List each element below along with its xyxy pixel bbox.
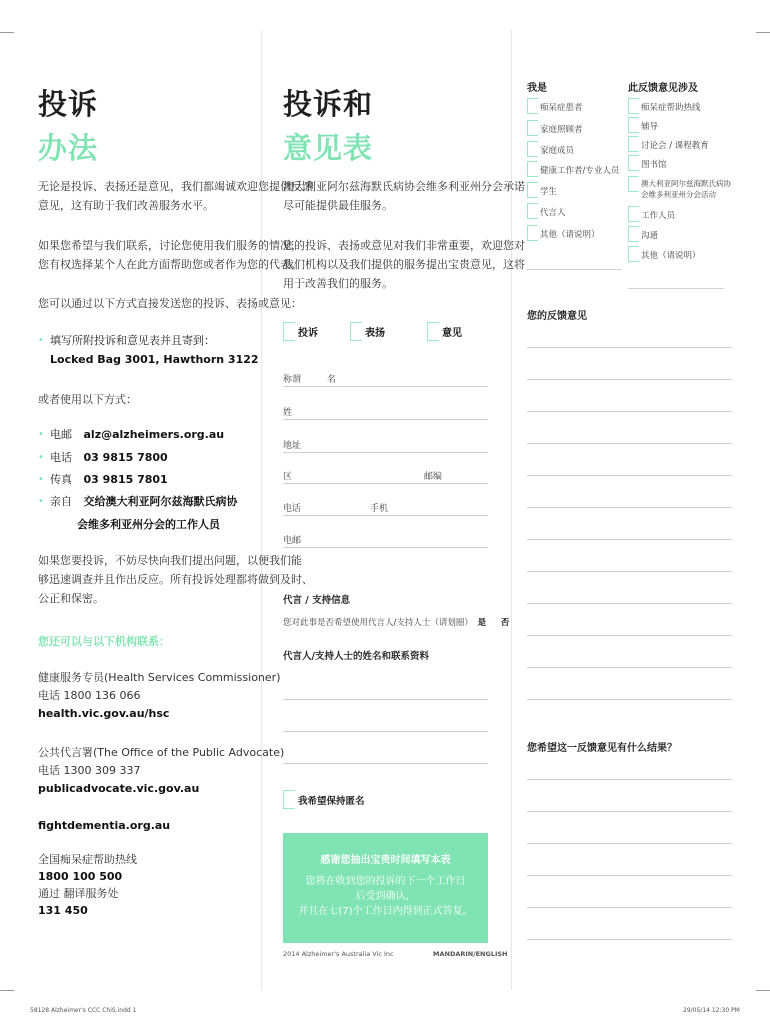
postcode-label: 邮编 — [424, 472, 443, 482]
district-postcode-input[interactable] — [283, 483, 488, 484]
feedback-heading: 您的反馈意见 — [527, 311, 587, 322]
feedback-line[interactable] — [527, 379, 732, 380]
relates-option-label: 痴呆症帮助热线 — [641, 103, 701, 113]
intro-paragraph: 无论是投诉、表扬还是意见，我们都竭诚欢迎您提供反馈 意见，这有助于我们改善服务水平。 — [38, 180, 313, 212]
relates-other-line[interactable] — [628, 288, 724, 289]
page-title-line1: 投诉 — [38, 87, 99, 121]
complaint-label: 投诉 — [298, 328, 318, 339]
mail-address: Locked Bag 3001, Hawthorn 3122 — [50, 353, 259, 366]
relates-heading: 此反馈意见涉及 — [628, 83, 698, 94]
advocate-details-line[interactable] — [283, 699, 488, 700]
feedback-line[interactable] — [527, 347, 732, 348]
relates-option-label: 工作人员 — [641, 211, 676, 221]
mail-bullet: • 填写所附投诉和意见表并且寄到： — [38, 334, 215, 347]
i-am-other-line[interactable] — [527, 269, 622, 270]
feedback-line[interactable] — [527, 443, 732, 444]
contact-fax: • 传真 03 9815 7801 — [38, 473, 168, 486]
thank-you-box: 感谢您抽出宝贵时间填写本表 您将在收到您的投诉的下一个工作日 后受到确认， 并且在七(7)个工作日内得到正式答复。 — [283, 833, 488, 943]
crop-mark — [0, 32, 14, 33]
district-label: 区 — [283, 472, 293, 482]
i-am-checkbox-student[interactable] — [527, 182, 538, 198]
opa-block: 公共代言署(The Office of the Public Advocate) 电话 1300 309 337 publicadvocate.vic.gov.au — [38, 744, 284, 798]
relates-option-label: 其他（请说明） — [641, 251, 701, 261]
i-am-checkbox-health-worker[interactable] — [527, 161, 538, 177]
also-contact-heading: 您还可以与以下机构联系： — [38, 635, 170, 648]
relates-checkbox-education[interactable] — [628, 136, 639, 152]
title-name-input[interactable] — [283, 386, 488, 387]
email-input[interactable] — [283, 547, 488, 548]
surname-input[interactable] — [283, 419, 488, 420]
compliment-checkbox[interactable] — [350, 322, 362, 341]
hsc-link[interactable]: health.vic.gov.au/hsc — [38, 707, 170, 720]
print-slug-left: 58128 Alzheimer's CCC ChiS.indd 1 — [30, 1007, 137, 1014]
feedback-line[interactable] — [527, 571, 732, 572]
feedback-line[interactable] — [527, 699, 732, 700]
suggestion-label: 意见 — [442, 328, 462, 339]
anonymous-label: 我希望保持匿名 — [298, 796, 365, 807]
fold-line — [511, 30, 512, 990]
i-am-checkbox-advocate[interactable] — [527, 203, 538, 219]
crop-mark — [756, 32, 770, 33]
outcome-line[interactable] — [527, 875, 732, 876]
contact-phone: • 电话 03 9815 7800 — [38, 451, 168, 464]
opa-link[interactable]: publicadvocate.vic.gov.au — [38, 782, 200, 795]
relates-option-label: 澳大利亚阿尔兹海默氏病协会维多利亚州分会活动 — [641, 179, 731, 199]
contact-in-person: • 亲自 交给澳大利亚阿尔兹海默氏病协 — [38, 495, 238, 508]
in-person-line2: 会维多利亚州分会的工作人员 — [77, 518, 220, 531]
complaint-checkbox[interactable] — [283, 322, 295, 341]
relates-checkbox-library[interactable] — [628, 155, 639, 171]
address-input[interactable] — [283, 452, 488, 453]
i-am-checkbox-person-with-dementia[interactable] — [527, 98, 538, 114]
i-am-checkbox-family[interactable] — [527, 141, 538, 157]
form-title-line2: 意见表 — [283, 131, 374, 165]
crop-mark — [0, 990, 14, 991]
title-label: 称谓 — [283, 375, 302, 385]
relates-option-label: 沟通 — [641, 231, 659, 241]
form-intro-2: 您的投诉、表扬或意见对我们非常重要，欢迎您对 我们机构以及我们提供的服务提出宝贵意见，这将 用于改善我们的服务。 — [283, 239, 525, 290]
advocate-question: 您对此事是否希望使用代言人/支持人士（请划圈） 是 否 — [283, 618, 510, 628]
relates-checkbox-helpline[interactable] — [628, 98, 639, 114]
outcome-line[interactable] — [527, 811, 732, 812]
bullet-icon: • — [38, 496, 44, 507]
advocate-heading: 代言 / 支持信息 — [283, 595, 351, 606]
relates-option-label: 辅导 — [641, 122, 659, 132]
page-title-line2: 办法 — [38, 131, 99, 165]
feedback-line[interactable] — [527, 411, 732, 412]
send-methods-paragraph: 您可以通过以下方式直接发送您的投诉、表扬或意见： — [38, 297, 302, 310]
email-label: 电邮 — [283, 536, 302, 546]
hsc-block: 健康服务专员(Health Services Commissioner) 电话 1800 136 066 health.vic.gov.au/hsc — [38, 669, 281, 723]
feedback-line[interactable] — [527, 539, 732, 540]
bullet-icon: • — [38, 474, 44, 485]
form-title-line1: 投诉和 — [283, 87, 374, 121]
suggestion-checkbox[interactable] — [427, 322, 439, 341]
outcome-line[interactable] — [527, 907, 732, 908]
complaint-paragraph: 如果您要投诉，不妨尽快向我们提出问题，以便我们能 够迅速调查并且作出反应。所有投诉处理都将做到及时、 公正和保密。 — [38, 554, 313, 605]
outcome-heading: 您希望这一反馈意见有什么结果？ — [527, 743, 677, 754]
feedback-line[interactable] — [527, 667, 732, 668]
advocate-details-line[interactable] — [283, 763, 488, 764]
advocate-details-heading: 代言人/支持人士的姓名和联系资料 — [283, 651, 429, 662]
fold-line — [261, 30, 262, 990]
fightdementia-link[interactable]: fightdementia.org.au — [38, 819, 171, 832]
advocate-details-line[interactable] — [283, 731, 488, 732]
i-am-heading: 我是 — [527, 83, 547, 94]
hotline-block: 全国痴呆症帮助热线 1800 100 500 通过 翻译服务处 131 450 — [38, 853, 137, 917]
i-am-option-label: 其他（请说明） — [540, 230, 600, 240]
i-am-option-label: 健康工作者/专业人员 — [540, 166, 620, 176]
i-am-option-label: 家庭照顾者 — [540, 125, 583, 135]
mobile-label: 手机 — [370, 504, 389, 514]
outcome-line[interactable] — [527, 939, 732, 940]
outcome-line[interactable] — [527, 779, 732, 780]
name-label: 名 — [327, 375, 337, 385]
relates-checkbox-counselling[interactable] — [628, 117, 639, 133]
address-label: 地址 — [283, 441, 302, 451]
form-intro: 澳大利亚阿尔兹海默氏病协会维多利亚州分会承诺 尽可能提供最佳服务。 — [283, 180, 525, 212]
feedback-line[interactable] — [527, 635, 732, 636]
language-tag: MANDARIN/ENGLISH — [433, 950, 508, 958]
relates-checkbox-communication[interactable] — [628, 226, 639, 242]
crop-mark — [756, 990, 770, 991]
print-slug-right: 29/05/14 12:30 PM — [683, 1007, 740, 1014]
bullet-icon: • — [38, 452, 44, 463]
representative-paragraph: 如果您希望与我们联系，讨论您使用我们服务的情况， 您有权选择某个人在此方面帮助您或者作为您的代表。 — [38, 239, 302, 271]
outcome-line[interactable] — [527, 843, 732, 844]
feedback-line[interactable] — [527, 475, 732, 476]
i-am-option-label: 学生 — [540, 187, 558, 197]
relates-checkbox-other[interactable] — [628, 246, 639, 262]
contact-email: • 电邮 alz@alzheimers.org.au — [38, 428, 225, 441]
phone-mobile-input[interactable] — [283, 515, 488, 516]
i-am-option-label: 痴呆症患者 — [540, 103, 583, 113]
relates-option-label: 讨论会 / 课程教育 — [641, 141, 709, 151]
i-am-checkbox-carer[interactable] — [527, 120, 538, 136]
relates-checkbox-events[interactable] — [628, 176, 639, 192]
no-option[interactable]: 否 — [500, 618, 510, 628]
relates-checkbox-staff[interactable] — [628, 206, 639, 222]
email-link[interactable]: alz@alzheimers.org.au — [83, 428, 225, 441]
i-am-checkbox-other[interactable] — [527, 225, 538, 241]
relates-option-label: 图书馆 — [641, 160, 667, 170]
compliment-label: 表扬 — [365, 328, 385, 339]
surname-label: 姓 — [283, 408, 293, 418]
i-am-option-label: 代言人 — [540, 208, 566, 218]
anonymous-checkbox[interactable] — [283, 790, 295, 809]
or-text: 或者使用以下方式： — [38, 393, 137, 406]
bullet-icon: • — [38, 429, 44, 440]
phone-label: 电话 — [283, 504, 302, 514]
feedback-line[interactable] — [527, 603, 732, 604]
feedback-line[interactable] — [527, 507, 732, 508]
i-am-option-label: 家庭成员 — [540, 146, 575, 156]
copyright: 2014 Alzheimer's Australia Vic Inc — [283, 950, 394, 958]
yes-option[interactable]: 是 — [477, 618, 487, 628]
bullet-icon: • — [38, 335, 44, 346]
